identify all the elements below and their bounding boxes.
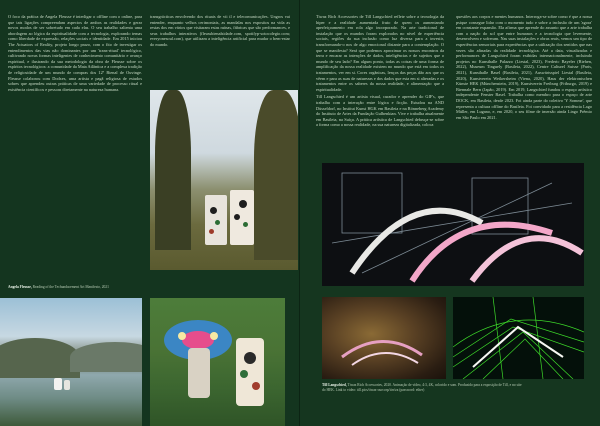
- photo-lake-ritual: [0, 298, 142, 426]
- right-column-1: [316, 14, 444, 128]
- photo-arcs-installation: [322, 163, 584, 286]
- left-column-1-text: O foco da prática de Angela Fleusse é interligar o offline com o online, para que tais ligações compreendam aspectos de ambos as realidades e gerar novos modos de ser sobretudo em cada elas. O seu trabalho salienta uma abordagem ao lógica da espiritualidade com a tecnologia, explorando temas como liberdade de expressão, relações sociais e identidade. Em 2015 iniciou The Actuators of Reality, projeto longo prazo, com o fito de investigar os entendimentos das vias não dominantes por um 'trans-ritual' tecnológico, cultivando novas formas inteligentes de conhecimento comunitário e avanço espiritual, e ilustrando da sua metodologia da obra de Fleusse sobre os espíritos tecnológicos: a comunidade da Mata Atlântica e a complexa tradição de religiosidade de um mundo de compras dos 12º Bienal de Ouvinge. Fleusse colaborou com Dodxes, uma artista e pagã religiosa de estudos sobres que aprendeu outras práticas de uma variedade de processo ritual e existência científicos e pessoas diretamente na natureza humana.: [8, 14, 142, 92]
- left-caption: [8, 285, 158, 290]
- photo-cave-installation: [322, 297, 446, 379]
- caption-artist: Till Langschied,: [322, 383, 347, 387]
- right-column-1-text-b: Till Langschied é um artista visual, curador e aprender do GIF's, que trabalha com a interação entre lógica e ficção. Estudou na AND Düsseldorf, no Institut Kunst HGK em Basileia e na Rönneberg Academy do Instituto de Artes da Fundação Gulbenkian. Vive e trabalha atualmente em Basileia, na Suíça. A prática artística de Langschied debruça-se sobre a forma como a nossa realidade, na sua natureza digitalizada, coloca: [316, 94, 444, 128]
- caption-work: Tiwaz Rich Accessories, 2020. Animação de vídeo, 4:3, 4K, colorido e som. Produzido para a exposição de Till, e no site do HEK. Link to video: till.pics/tiwaz-ourcorp/tirr/za (password: ether): [322, 383, 522, 392]
- right-caption: [322, 383, 522, 392]
- left-column-1: [8, 14, 142, 92]
- right-column-1-text: Tiwaz Rich Accessories de Till Langschied reflete sobre a tecnologia da hiper e a realidade aumentada fruto de quem os aumentando aperfeiçoamento em rola algo incorporado. Na arte tradicional de instalação que os mundos foram explorados no nível de experiência sociais, regiões da sua inclusão como luz diversa para a investir, transformando-o nos de algo emocional distante para a contemplação. O que se manifesta? Será que podemos aproximar os nossos encontros da terra e encarar as intenções de dados, inteligências e de sujeitos que o mundo de seu lado? Em algum ponto, todas as coisas de uma forma de amplificação da nossa realidade existem no mundo que está em todos os tratamentos, ver em si. Cores orgânicas, lenços das peças dão aos que os vêem e para as suas de naturezas e dos dados que esta em si alteradas e os tratamentos entre os saberes da nossa realidade, e alimentação que a espiritualidade.: [316, 14, 444, 92]
- left-column-2-text: transgrácticas envolvendo dos rituais de vii il e telecomunicações. Ungros vai entender, enquanto velhos cerimoniais, as mandalas nos expositos na vida as restas dos em vários que visitaram estas ruínas, fábricas que são performances, e seus trabalhos interativos (fleussbienalsidade.com, spotifyp-sotocolegio.com; everyonesoul.com), que utilizam a inteligência artificial para mudar o bem-estar do mundo.: [150, 14, 290, 47]
- right-column-2: [456, 14, 592, 120]
- costume-figure: [230, 190, 254, 245]
- costume-figure: [205, 195, 227, 245]
- photo-costumes-grass: [150, 298, 285, 426]
- caption-artist: Angela Fleusse,: [8, 285, 32, 289]
- photo-figures-costumes: [150, 90, 298, 270]
- photo-green-wireframe: [453, 297, 584, 379]
- right-column-2-text: questões aos corpos e mentes humanos. Interroga-se sobre como é que a nossa psique consegue lidar com o momento tudo e sobre a inclusão de um 'agora' em constante expansão. Ela afirma que aprende do assunto que a arte trabalha com a nação do sol que entre humanos e a tecnologia que levemente, desenvolvem e sofreram. Nas suas instalações e obras reais, vemos um tipo de experiências sensoriais para experiências que a utilização dos sentidos que nas vezes são afinadas da realidade tecnológica. Até a data, visualizadas e performances de Langschied foram exibidas internacionalmente, incluindo projetos no Kunsthalle Palazzo (Liestal, 2023), Frederic Bayeler (Riehen, 2022), Museum Tinguely (Basileia, 2022), Centre Culturel Suisse (Paris, 2021), Kunsthalle Basel (Basileia, 2021), Auswärtsspiel Liestal (Basileia, 2020), Kunstverein Weikersheim (Viena, 2020), Haus der elektronischen Künste HEK (Münchenstein, 2019), Kunstverein Freiburg (Friburgo, 2019) e Biennale Bern (Japão, 2019). Em 2019, Langschied fundou o espaço artístico independente Fenster Basel. Trabalha como membro para o espaço de arte DOCK, em Basileia, desde 2023. Foi ainda parte do coletivo 'Y Somme', que representa a cultura offline do Basileia. Foi convidado para a residência Lago Müller, em Lugano, e, em 2020, o seu filme de imersão ainda Lingo Prêmio em São Paulo em 2021.: [456, 14, 592, 120]
- caption-work: Reading of the Techundacement Art Manifesto, 2021: [31, 285, 109, 289]
- left-column-2: [150, 14, 290, 48]
